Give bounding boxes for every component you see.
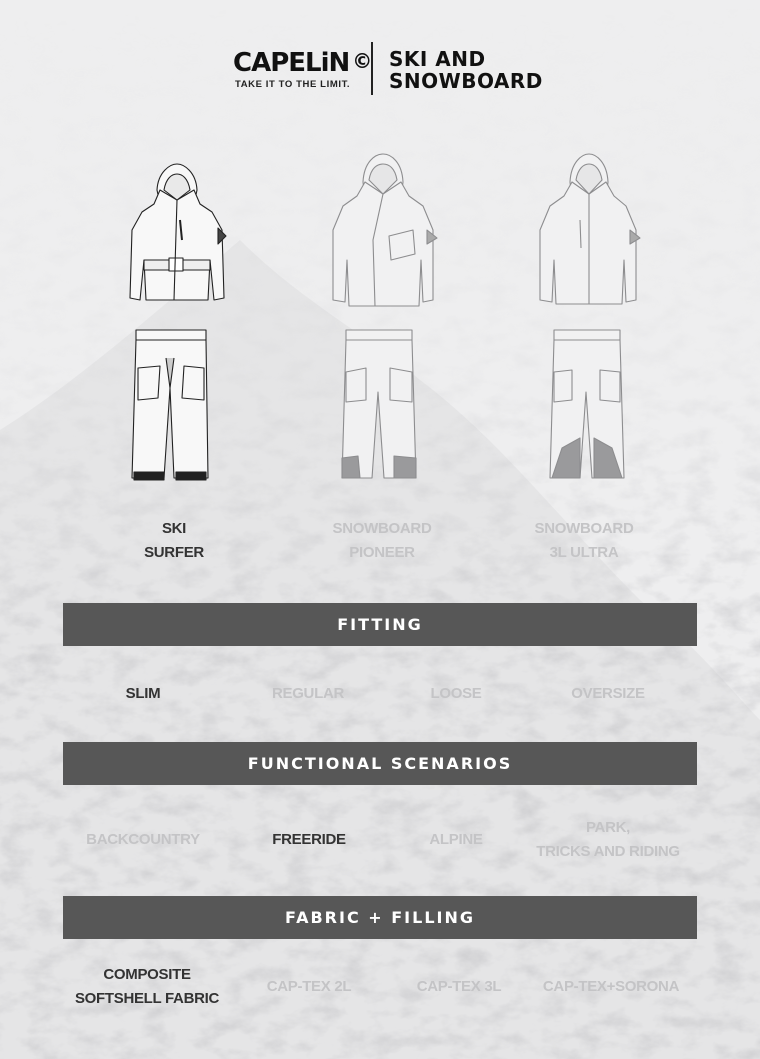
- fitting-option-regular[interactable]: REGULAR: [271, 685, 345, 702]
- ski-surfer-pants-illustration: [130, 328, 212, 484]
- copyright-mark: ©: [352, 49, 372, 73]
- ski-surfer-jacket-illustration: [122, 160, 232, 310]
- capelin-logo: [233, 48, 371, 78]
- scenario-option-backcountry[interactable]: BACKCOUNTRY: [86, 831, 200, 848]
- product-ski-surfer[interactable]: [74, 517, 274, 565]
- product-line-1: SNOWBOARD: [534, 520, 634, 537]
- scenario-option-alpine[interactable]: ALPINE: [429, 831, 483, 848]
- snowboard-3l-ultra-jacket-illustration: [534, 150, 644, 310]
- fabric-option-cap-tex-sorona[interactable]: CAP-TEX+SORONA: [542, 978, 680, 995]
- fabric-line-2: SOFTSHELL FABRIC: [74, 990, 220, 1007]
- fitting-option-oversize[interactable]: OVERSIZE: [571, 685, 645, 702]
- brand-header: [0, 42, 760, 98]
- fitting-option-loose[interactable]: LOOSE: [430, 685, 482, 702]
- functional-scenarios-header-bar: FUNCTIONAL SCENARIOS: [63, 742, 697, 785]
- scenario-line-2: TRICKS AND RIDING: [536, 843, 680, 860]
- scenario-option-freeride[interactable]: FREERIDE: [272, 831, 346, 848]
- snowboard-pioneer-jacket-illustration: [327, 150, 439, 312]
- logo-text: CAPELiN: [233, 48, 350, 78]
- fabric-option-composite-softshell[interactable]: [57, 963, 237, 1011]
- scenario-option-park-tricks-riding[interactable]: [518, 816, 698, 864]
- title-line-2: SNOWBOARD: [389, 69, 543, 93]
- fabric-filling-header-bar: FABRIC + FILLING: [63, 896, 697, 939]
- title-line-1: SKI AND: [389, 47, 486, 71]
- fitting-option-slim[interactable]: SLIM: [125, 685, 161, 702]
- snowboard-3l-ultra-pants-illustration: [546, 328, 628, 484]
- header-divider: [371, 42, 373, 95]
- brand-tagline: TAKE IT TO THE LIMIT.: [235, 79, 351, 90]
- fabric-option-cap-tex-2l[interactable]: CAP-TEX 2L: [266, 978, 352, 995]
- product-line-1: SNOWBOARD: [332, 520, 432, 537]
- product-line-2: SURFER: [144, 544, 204, 561]
- fitting-header-bar: FITTING: [63, 603, 697, 646]
- page-title: [389, 48, 543, 92]
- product-line-1: SKI: [161, 520, 187, 537]
- product-snowboard-3l-ultra[interactable]: [484, 517, 684, 565]
- fabric-line-1: COMPOSITE: [103, 966, 191, 983]
- product-snowboard-pioneer[interactable]: [282, 517, 482, 565]
- snowboard-pioneer-pants-illustration: [338, 328, 420, 484]
- product-line-2: PIONEER: [349, 544, 415, 561]
- scenario-line-1: PARK,: [585, 819, 631, 836]
- fabric-option-cap-tex-3l[interactable]: CAP-TEX 3L: [416, 978, 502, 995]
- product-line-2: 3L ULTRA: [549, 544, 619, 561]
